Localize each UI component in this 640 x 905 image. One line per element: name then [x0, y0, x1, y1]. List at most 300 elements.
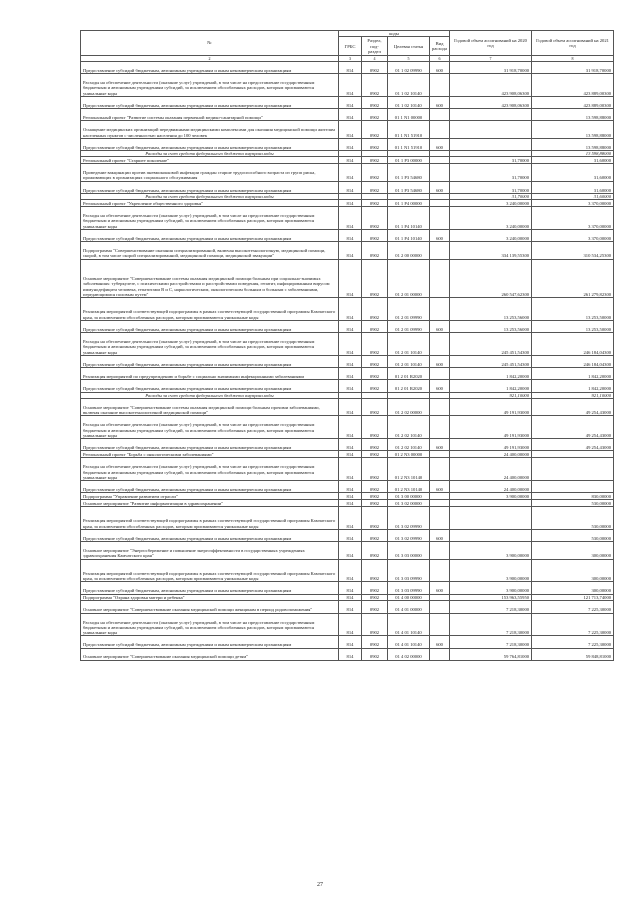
table-row	[81, 439, 614, 451]
row-grbs: 814	[339, 157, 362, 164]
row-vid	[430, 493, 450, 500]
row-vid: 600	[430, 321, 450, 333]
row-razdel: 0902	[362, 529, 388, 541]
row-amount-2021: 13 598,88000	[532, 138, 614, 150]
table-row	[81, 500, 614, 507]
row-amount-2021: 246 184,04300	[532, 333, 614, 356]
row-target: 01 1 N1 00000	[388, 109, 430, 121]
row-grbs: 814	[339, 601, 362, 613]
note-amount-2021: 921,10000	[532, 392, 614, 398]
note-text: Расходы за счет средств федерального бюджета вмуправл.коды	[81, 151, 339, 157]
note-amount-2020: 921,10000	[450, 392, 532, 398]
row-grbs: 814	[339, 164, 362, 182]
row-target: 01 3 03 00000	[388, 542, 430, 560]
row-amount-2020: 3 240,00000	[450, 207, 532, 230]
table-row	[81, 481, 614, 493]
row-grbs: 814	[339, 458, 362, 481]
row-vid	[430, 121, 450, 139]
row-name: Основное мероприятие "Совершенствование оказания медицинской помощи детям"	[81, 648, 339, 660]
row-grbs: 814	[339, 648, 362, 660]
row-amount-2020: 24 400,00000	[450, 451, 532, 458]
row-amount-2020: 3 900,00000	[450, 582, 532, 594]
row-vid: 600	[430, 229, 450, 241]
row-vid: 600	[430, 356, 450, 368]
row-vid	[430, 507, 450, 530]
row-amount-2020	[450, 138, 532, 150]
row-name: Подпрограмма "Управление развитием отрасли"	[81, 493, 339, 500]
row-amount-2020: 3 900,00000	[450, 559, 532, 582]
row-target: 01 3 02 09990	[388, 507, 430, 530]
note-amount-2020: 31,70000	[450, 193, 532, 199]
table-row	[81, 416, 614, 439]
row-amount-2021: 13 253,50000	[532, 298, 614, 321]
row-razdel: 0902	[362, 207, 388, 230]
row-razdel: 0902	[362, 559, 388, 582]
row-name: Предоставление субсидий бюджетным, автономным учреждениям и иным некоммерческим организациям	[81, 529, 339, 541]
row-amount-2020: 245 451,54300	[450, 356, 532, 368]
row-name: Региональный проект "Старшее поколение"	[81, 157, 339, 164]
row-grbs: 814	[339, 74, 362, 97]
row-target: 01 4 01 00000	[388, 601, 430, 613]
row-grbs: 814	[339, 380, 362, 392]
row-amount-2020	[450, 121, 532, 139]
row-name: Проведение вакцинации против пневмококковой инфекции граждан старше трудоспособного возраста из групп риска, проживающих в организациях социального обслуживания	[81, 164, 339, 182]
row-razdel: 0902	[362, 398, 388, 416]
header-target: Целевая статья	[388, 37, 430, 56]
row-razdel: 0902	[362, 601, 388, 613]
row-name: Расходы на обеспечение деятельности (оказание услуг) учреждений, в том числе на предоставление государственным бюджетным и автономным учреждениям субсидий, за исключением обособленных расходов, которым присваиваются уникальные коды	[81, 207, 339, 230]
row-target: 01 1 N1 51910	[388, 121, 430, 139]
row-name: Подпрограмма "Совершенствование оказания специализированной, включая высокотехнологичную, медицинской помощи, скорой, в том числе скорой специализированной, медицинской помощи, медицинской эвакуации"	[81, 242, 339, 260]
row-amount-2020: 3 240,00000	[450, 200, 532, 207]
row-grbs: 814	[339, 321, 362, 333]
row-vid	[430, 207, 450, 230]
header-grbs: ГРБС	[339, 37, 362, 56]
row-amount-2020: 31,70000	[450, 181, 532, 193]
row-vid	[430, 164, 450, 182]
row-grbs: 814	[339, 481, 362, 493]
header-vid: Вид расхода	[430, 37, 450, 56]
row-amount-2020	[450, 507, 532, 530]
row-vid: 600	[430, 529, 450, 541]
row-amount-2021: 3 370,00000	[532, 200, 614, 207]
row-amount-2020: 31,70000	[450, 164, 532, 182]
row-grbs: 814	[339, 242, 362, 260]
row-grbs: 814	[339, 229, 362, 241]
row-grbs: 814	[339, 559, 362, 582]
row-target: 01 2 N3 10140	[388, 481, 430, 493]
row-target: 01 3 03 09990	[388, 559, 430, 582]
row-grbs: 814	[339, 368, 362, 380]
row-grbs: 814	[339, 636, 362, 648]
row-grbs: 814	[339, 416, 362, 439]
row-razdel: 0902	[362, 321, 388, 333]
table-row	[81, 96, 614, 108]
row-vid	[430, 458, 450, 481]
row-name: Основное мероприятие "Энергосбережение и повышение энергоэффективности в государственных учреждениях здравоохранения Камчатского края"	[81, 542, 339, 560]
row-grbs: 814	[339, 613, 362, 636]
table-row	[81, 259, 614, 298]
row-amount-2020	[450, 109, 532, 121]
row-target: 01 2 00 00000	[388, 242, 430, 260]
row-grbs: 814	[339, 121, 362, 139]
row-amount-2020: 31,70000	[450, 157, 532, 164]
row-amount-2020: 334 139,55300	[450, 242, 532, 260]
table-row	[81, 458, 614, 481]
row-amount-2020: 49 191,93000	[450, 398, 532, 416]
row-razdel: 0902	[362, 594, 388, 601]
row-amount-2021: 830,00000	[532, 493, 614, 500]
row-target: 01 2 02 10140	[388, 416, 430, 439]
row-target: 01 1 P4 10140	[388, 207, 430, 230]
row-amount-2021: 261 279,82300	[532, 259, 614, 298]
row-razdel: 0902	[362, 259, 388, 298]
row-target: 01 4 01 10140	[388, 636, 430, 648]
row-razdel: 0902	[362, 200, 388, 207]
table-row	[81, 74, 614, 97]
table-row	[81, 613, 614, 636]
note-amount-2021: 13 598,88000	[532, 151, 614, 157]
row-name: Оснащение медицинских организаций передвижными медицинскими комплексами для оказания медицинской помощи жителям населенных пунктов с численностью населения до 100 человек	[81, 121, 339, 139]
row-vid	[430, 648, 450, 660]
row-target: 01 3 02 09990	[388, 529, 430, 541]
row-grbs: 814	[339, 582, 362, 594]
row-amount-2020: 13 253,56000	[450, 321, 532, 333]
row-amount-2021: 1 842,20000	[532, 380, 614, 392]
row-name: Региональный проект "Борьба с онкологическими заболеваниями"	[81, 451, 339, 458]
row-vid	[430, 298, 450, 321]
row-vid: 600	[430, 138, 450, 150]
row-target: 01 3 03 09990	[388, 582, 430, 594]
row-amount-2021: 300,00000	[532, 559, 614, 582]
row-grbs: 814	[339, 181, 362, 193]
row-vid	[430, 542, 450, 560]
row-amount-2021: 3 370,00000	[532, 207, 614, 230]
row-razdel: 0902	[362, 416, 388, 439]
row-amount-2020: 3 240,00000	[450, 229, 532, 241]
row-amount-2020: 7 218,30000	[450, 613, 532, 636]
table-row	[81, 636, 614, 648]
row-vid	[430, 613, 450, 636]
colnum-4: 4	[362, 56, 388, 62]
row-amount-2021: 3 370,00000	[532, 229, 614, 241]
table-row	[81, 207, 614, 230]
row-name: Предоставление субсидий бюджетным, автономным учреждениям и иным некоммерческим организациям	[81, 96, 339, 108]
row-name: Расходы на обеспечение деятельности (оказание услуг) учреждений, в том числе на предоставление государственным бюджетным и автономным учреждениям субсидий, за исключением обособленных расходов, которым присваиваются уникальные коды	[81, 416, 339, 439]
row-amount-2021: 49 254,43000	[532, 439, 614, 451]
row-razdel: 0902	[362, 458, 388, 481]
row-name: Предоставление субсидий бюджетным, автономным учреждениям и иным некоммерческим организациям	[81, 229, 339, 241]
row-amount-2020: 31 918,70000	[450, 62, 532, 74]
row-name: Региональный проект "Развитие системы оказания первичной медико-санитарной помощи"	[81, 109, 339, 121]
row-vid: 600	[430, 481, 450, 493]
table-row	[81, 601, 614, 613]
row-grbs: 814	[339, 594, 362, 601]
row-name: Подпрограмма "Охрана здоровья матери и ребенка"	[81, 594, 339, 601]
table-row	[81, 594, 614, 601]
row-amount-2020: 7 218,30000	[450, 636, 532, 648]
row-razdel: 0902	[362, 542, 388, 560]
row-amount-2020: 153 963,55950	[450, 594, 532, 601]
row-amount-2021: 423 889,00300	[532, 96, 614, 108]
table-row	[81, 164, 614, 182]
row-razdel: 0902	[362, 109, 388, 121]
row-amount-2021: 300,00000	[532, 582, 614, 594]
row-name: Предоставление субсидий бюджетным, автономным учреждениям и иным некоммерческим организациям	[81, 636, 339, 648]
row-razdel: 0902	[362, 74, 388, 97]
row-razdel: 0902	[362, 439, 388, 451]
row-amount-2020: 3 900,00000	[450, 493, 532, 500]
row-name: Расходы на обеспечение деятельности (оказание услуг) учреждений, в том числе на предоставление государственным бюджетным и автономным учреждениям субсидий, за исключением обособленных расходов, которым присваиваются уникальные коды	[81, 613, 339, 636]
row-razdel: 0902	[362, 356, 388, 368]
row-vid	[430, 259, 450, 298]
row-amount-2020: 1 842,20000	[450, 368, 532, 380]
row-vid: 600	[430, 62, 450, 74]
table-row	[81, 157, 614, 164]
row-amount-2021: 1 842,20000	[532, 368, 614, 380]
row-vid	[430, 500, 450, 507]
row-razdel: 0902	[362, 648, 388, 660]
row-name: Предоставление субсидий бюджетным, автономным учреждениям и иным некоммерческим организациям	[81, 321, 339, 333]
row-amount-2021: 300,00000	[532, 542, 614, 560]
row-target: 01 1 02 10140	[388, 74, 430, 97]
row-name: Предоставление субсидий бюджетным, автономным учреждениям и иным некоммерческим организациям	[81, 582, 339, 594]
row-razdel: 0902	[362, 181, 388, 193]
row-amount-2021: 121 713,74000	[532, 594, 614, 601]
row-grbs: 814	[339, 356, 362, 368]
row-vid: 600	[430, 181, 450, 193]
budget-page	[80, 30, 613, 661]
row-amount-2021: 59 848,81000	[532, 648, 614, 660]
table-row	[81, 398, 614, 416]
row-amount-2020: 423 908,06300	[450, 74, 532, 97]
row-amount-2020: 7 218,30000	[450, 601, 532, 613]
table-row	[81, 298, 614, 321]
row-amount-2021	[532, 458, 614, 481]
row-target: 01 2 01 10140	[388, 333, 430, 356]
row-razdel: 0902	[362, 613, 388, 636]
row-grbs: 814	[339, 333, 362, 356]
row-grbs: 814	[339, 529, 362, 541]
row-vid	[430, 594, 450, 601]
row-razdel: 0902	[362, 62, 388, 74]
row-target: 01 1 P3 54680	[388, 164, 430, 182]
page-number: 27	[317, 882, 323, 888]
row-target: 01 2 N3 00000	[388, 451, 430, 458]
row-amount-2020	[450, 500, 532, 507]
row-amount-2021: 49 254,43000	[532, 416, 614, 439]
row-name: Реализация мероприятий соответствующей подпрограммы в рамках соответствующей государственной программы Камчатского края, за исключением обособленных расходов, которым присваиваются уникальные коды	[81, 298, 339, 321]
table-row	[81, 529, 614, 541]
row-razdel: 0902	[362, 96, 388, 108]
row-vid: 600	[430, 96, 450, 108]
table-row	[81, 62, 614, 74]
row-vid	[430, 200, 450, 207]
table-body	[81, 62, 614, 661]
budget-table	[80, 30, 614, 661]
row-grbs: 814	[339, 96, 362, 108]
row-vid	[430, 333, 450, 356]
row-razdel: 0902	[362, 636, 388, 648]
row-amount-2021	[532, 451, 614, 458]
row-grbs: 814	[339, 493, 362, 500]
row-amount-2020: 245 451,54300	[450, 333, 532, 356]
header-razdel: Раздел, под-раздел	[362, 37, 388, 56]
row-amount-2021: 31,60000	[532, 157, 614, 164]
row-amount-2021: 530,00000	[532, 500, 614, 507]
row-amount-2021: 7 225,30000	[532, 601, 614, 613]
table-row	[81, 200, 614, 207]
row-target: 01 2 01 00000	[388, 259, 430, 298]
row-grbs: 814	[339, 200, 362, 207]
row-vid: 600	[430, 582, 450, 594]
colnum-6: 6	[430, 56, 450, 62]
row-name: Предоставление субсидий бюджетным, автономным учреждениям и иным некоммерческим организациям	[81, 380, 339, 392]
row-name: Расходы на обеспечение деятельности (оказание услуг) учреждений, в том числе на предоставление государственным бюджетным и автономным учреждениям субсидий, за исключением обособленных расходов, которым присваиваются уникальные коды	[81, 333, 339, 356]
row-razdel: 0902	[362, 507, 388, 530]
row-target: 01 2 01 R2020	[388, 380, 430, 392]
row-target: 01 1 N1 51910	[388, 138, 430, 150]
row-target: 01 2 02 00000	[388, 398, 430, 416]
row-name: Региональный проект "Укрепление общественного здоровья"	[81, 200, 339, 207]
table-row	[81, 356, 614, 368]
row-vid	[430, 157, 450, 164]
table-row	[81, 181, 614, 193]
row-vid	[430, 368, 450, 380]
table-row	[81, 451, 614, 458]
row-amount-2020: 1 842,20000	[450, 380, 532, 392]
row-razdel: 0902	[362, 164, 388, 182]
row-name: Реализация мероприятий соответствующей подпрограммы в рамках соответствующей государственной программы Камчатского края, за исключением обособленных расходов, которым присваиваются уникальные коды	[81, 559, 339, 582]
row-amount-2021: 31 918,70000	[532, 62, 614, 74]
row-name: Основное мероприятие "Совершенствование системы оказания медицинской помощи больным прочими заболеваниями, включая оказание высокотехнологичной медицинской помощи"	[81, 398, 339, 416]
row-vid: 600	[430, 636, 450, 648]
row-razdel: 0902	[362, 481, 388, 493]
row-name: Предоставление субсидий бюджетным, автономным учреждениям и иным некоммерческим организациям	[81, 62, 339, 74]
row-razdel: 0902	[362, 121, 388, 139]
row-target: 01 2 N3 10140	[388, 458, 430, 481]
table-row	[81, 121, 614, 139]
row-name: Предоставление субсидий бюджетным, автономным учреждениям и иным некоммерческим организациям	[81, 356, 339, 368]
colnum-1: 2	[81, 56, 339, 62]
table-row	[81, 493, 614, 500]
row-vid	[430, 109, 450, 121]
row-name: Предоставление субсидий бюджетным, автономным учреждениям и иным некоммерческим организациям	[81, 481, 339, 493]
row-name: Основное мероприятие "Совершенствование оказания медицинской помощи женщинам в период родовспоможения"	[81, 601, 339, 613]
row-name: Реализация мероприятий по предупреждению и борьбе с социально значимыми инфекционными заболеваниями	[81, 368, 339, 380]
row-vid: 600	[430, 380, 450, 392]
row-name: Реализация мероприятий соответствующей подпрограммы в рамках соответствующей государственной программы Камчатского края, за исключением обособленных расходов, которым присваиваются уникальные коды	[81, 507, 339, 530]
row-target: 01 1 P3 54680	[388, 181, 430, 193]
colnum-5: 5	[388, 56, 430, 62]
row-amount-2020: 59 764,81000	[450, 648, 532, 660]
row-target: 01 4 01 10140	[388, 613, 430, 636]
row-razdel: 0902	[362, 298, 388, 321]
row-amount-2021: 31,60000	[532, 181, 614, 193]
row-razdel: 0902	[362, 582, 388, 594]
row-grbs: 814	[339, 451, 362, 458]
header-year2020: Годовой объем ассигнований на 2020 год	[450, 31, 532, 56]
row-amount-2021: 7 225,30000	[532, 636, 614, 648]
row-amount-2021: 310 534,25300	[532, 242, 614, 260]
row-amount-2020: 49 191,93000	[450, 416, 532, 439]
row-vid	[430, 559, 450, 582]
row-amount-2020: 13 253,56000	[450, 298, 532, 321]
row-razdel: 0902	[362, 138, 388, 150]
row-target: 01 4 02 00000	[388, 648, 430, 660]
row-razdel: 0902	[362, 242, 388, 260]
row-target: 01 3 02 00000	[388, 500, 430, 507]
row-amount-2021: 31,60000	[532, 164, 614, 182]
colnum-3: 3	[339, 56, 362, 62]
header-year2021: Годовой объем ассигнований на 2021 год	[532, 31, 614, 56]
row-amount-2021: 13 598,88000	[532, 109, 614, 121]
row-amount-2021	[532, 481, 614, 493]
row-amount-2021: 246 184,04300	[532, 356, 614, 368]
note-text: Расходы за счет средств федерального бюджета вмуправл.коды	[81, 193, 339, 199]
colnum-7: 7	[450, 56, 532, 62]
row-amount-2021: 49 254,43000	[532, 398, 614, 416]
table-row	[81, 582, 614, 594]
row-grbs: 814	[339, 259, 362, 298]
row-razdel: 0902	[362, 380, 388, 392]
row-name: Предоставление субсидий бюджетным, автономным учреждениям и иным некоммерческим организациям	[81, 138, 339, 150]
table-row	[81, 559, 614, 582]
row-vid	[430, 74, 450, 97]
row-target: 01 3 00 00000	[388, 493, 430, 500]
row-amount-2021: 423 889,00300	[532, 74, 614, 97]
header-codes: коды	[339, 31, 450, 37]
table-row	[81, 138, 614, 150]
row-vid: 600	[430, 439, 450, 451]
row-razdel: 0902	[362, 500, 388, 507]
row-vid	[430, 398, 450, 416]
row-target: 01 2 01 10140	[388, 356, 430, 368]
row-name: Расходы на обеспечение деятельности (оказание услуг) учреждений, в том числе на предоставление государственным бюджетным и автономным учреждениям субсидий, за исключением обособленных расходов, которым присваиваются уникальные коды	[81, 458, 339, 481]
table-row	[81, 109, 614, 121]
row-target: 01 4 00 00000	[388, 594, 430, 601]
row-vid	[430, 416, 450, 439]
table-row	[81, 333, 614, 356]
row-razdel: 0902	[362, 157, 388, 164]
row-amount-2020: 24 400,00000	[450, 458, 532, 481]
row-target: 01 2 01 R2020	[388, 368, 430, 380]
row-vid	[430, 242, 450, 260]
row-grbs: 814	[339, 507, 362, 530]
row-name: Расходы на обеспечение деятельности (оказание услуг) учреждений, в том числе на предоставление государственным бюджетным и автономным учреждениям субсидий, за исключением обособленных расходов, которым присваиваются уникальные коды	[81, 74, 339, 97]
row-vid	[430, 451, 450, 458]
row-target: 01 2 01 09990	[388, 298, 430, 321]
row-amount-2021: 13 598,88000	[532, 121, 614, 139]
row-amount-2021: 7 225,30000	[532, 613, 614, 636]
row-target: 01 1 P4 00000	[388, 200, 430, 207]
row-amount-2020: 260 547,62300	[450, 259, 532, 298]
table-row	[81, 242, 614, 260]
row-razdel: 0902	[362, 493, 388, 500]
table-row	[81, 507, 614, 530]
table-row	[81, 368, 614, 380]
row-razdel: 0902	[362, 229, 388, 241]
row-name: Предоставление субсидий бюджетным, автономным учреждениям и иным некоммерческим организациям	[81, 181, 339, 193]
row-target: 01 1 02 09990	[388, 62, 430, 74]
row-target: 01 1 02 10140	[388, 96, 430, 108]
table-row	[81, 229, 614, 241]
row-target: 01 2 01 09990	[388, 321, 430, 333]
table-row	[81, 648, 614, 660]
row-amount-2020: 49 191,93000	[450, 439, 532, 451]
table-row	[81, 542, 614, 560]
note-amount-2021: 31,60000	[532, 193, 614, 199]
